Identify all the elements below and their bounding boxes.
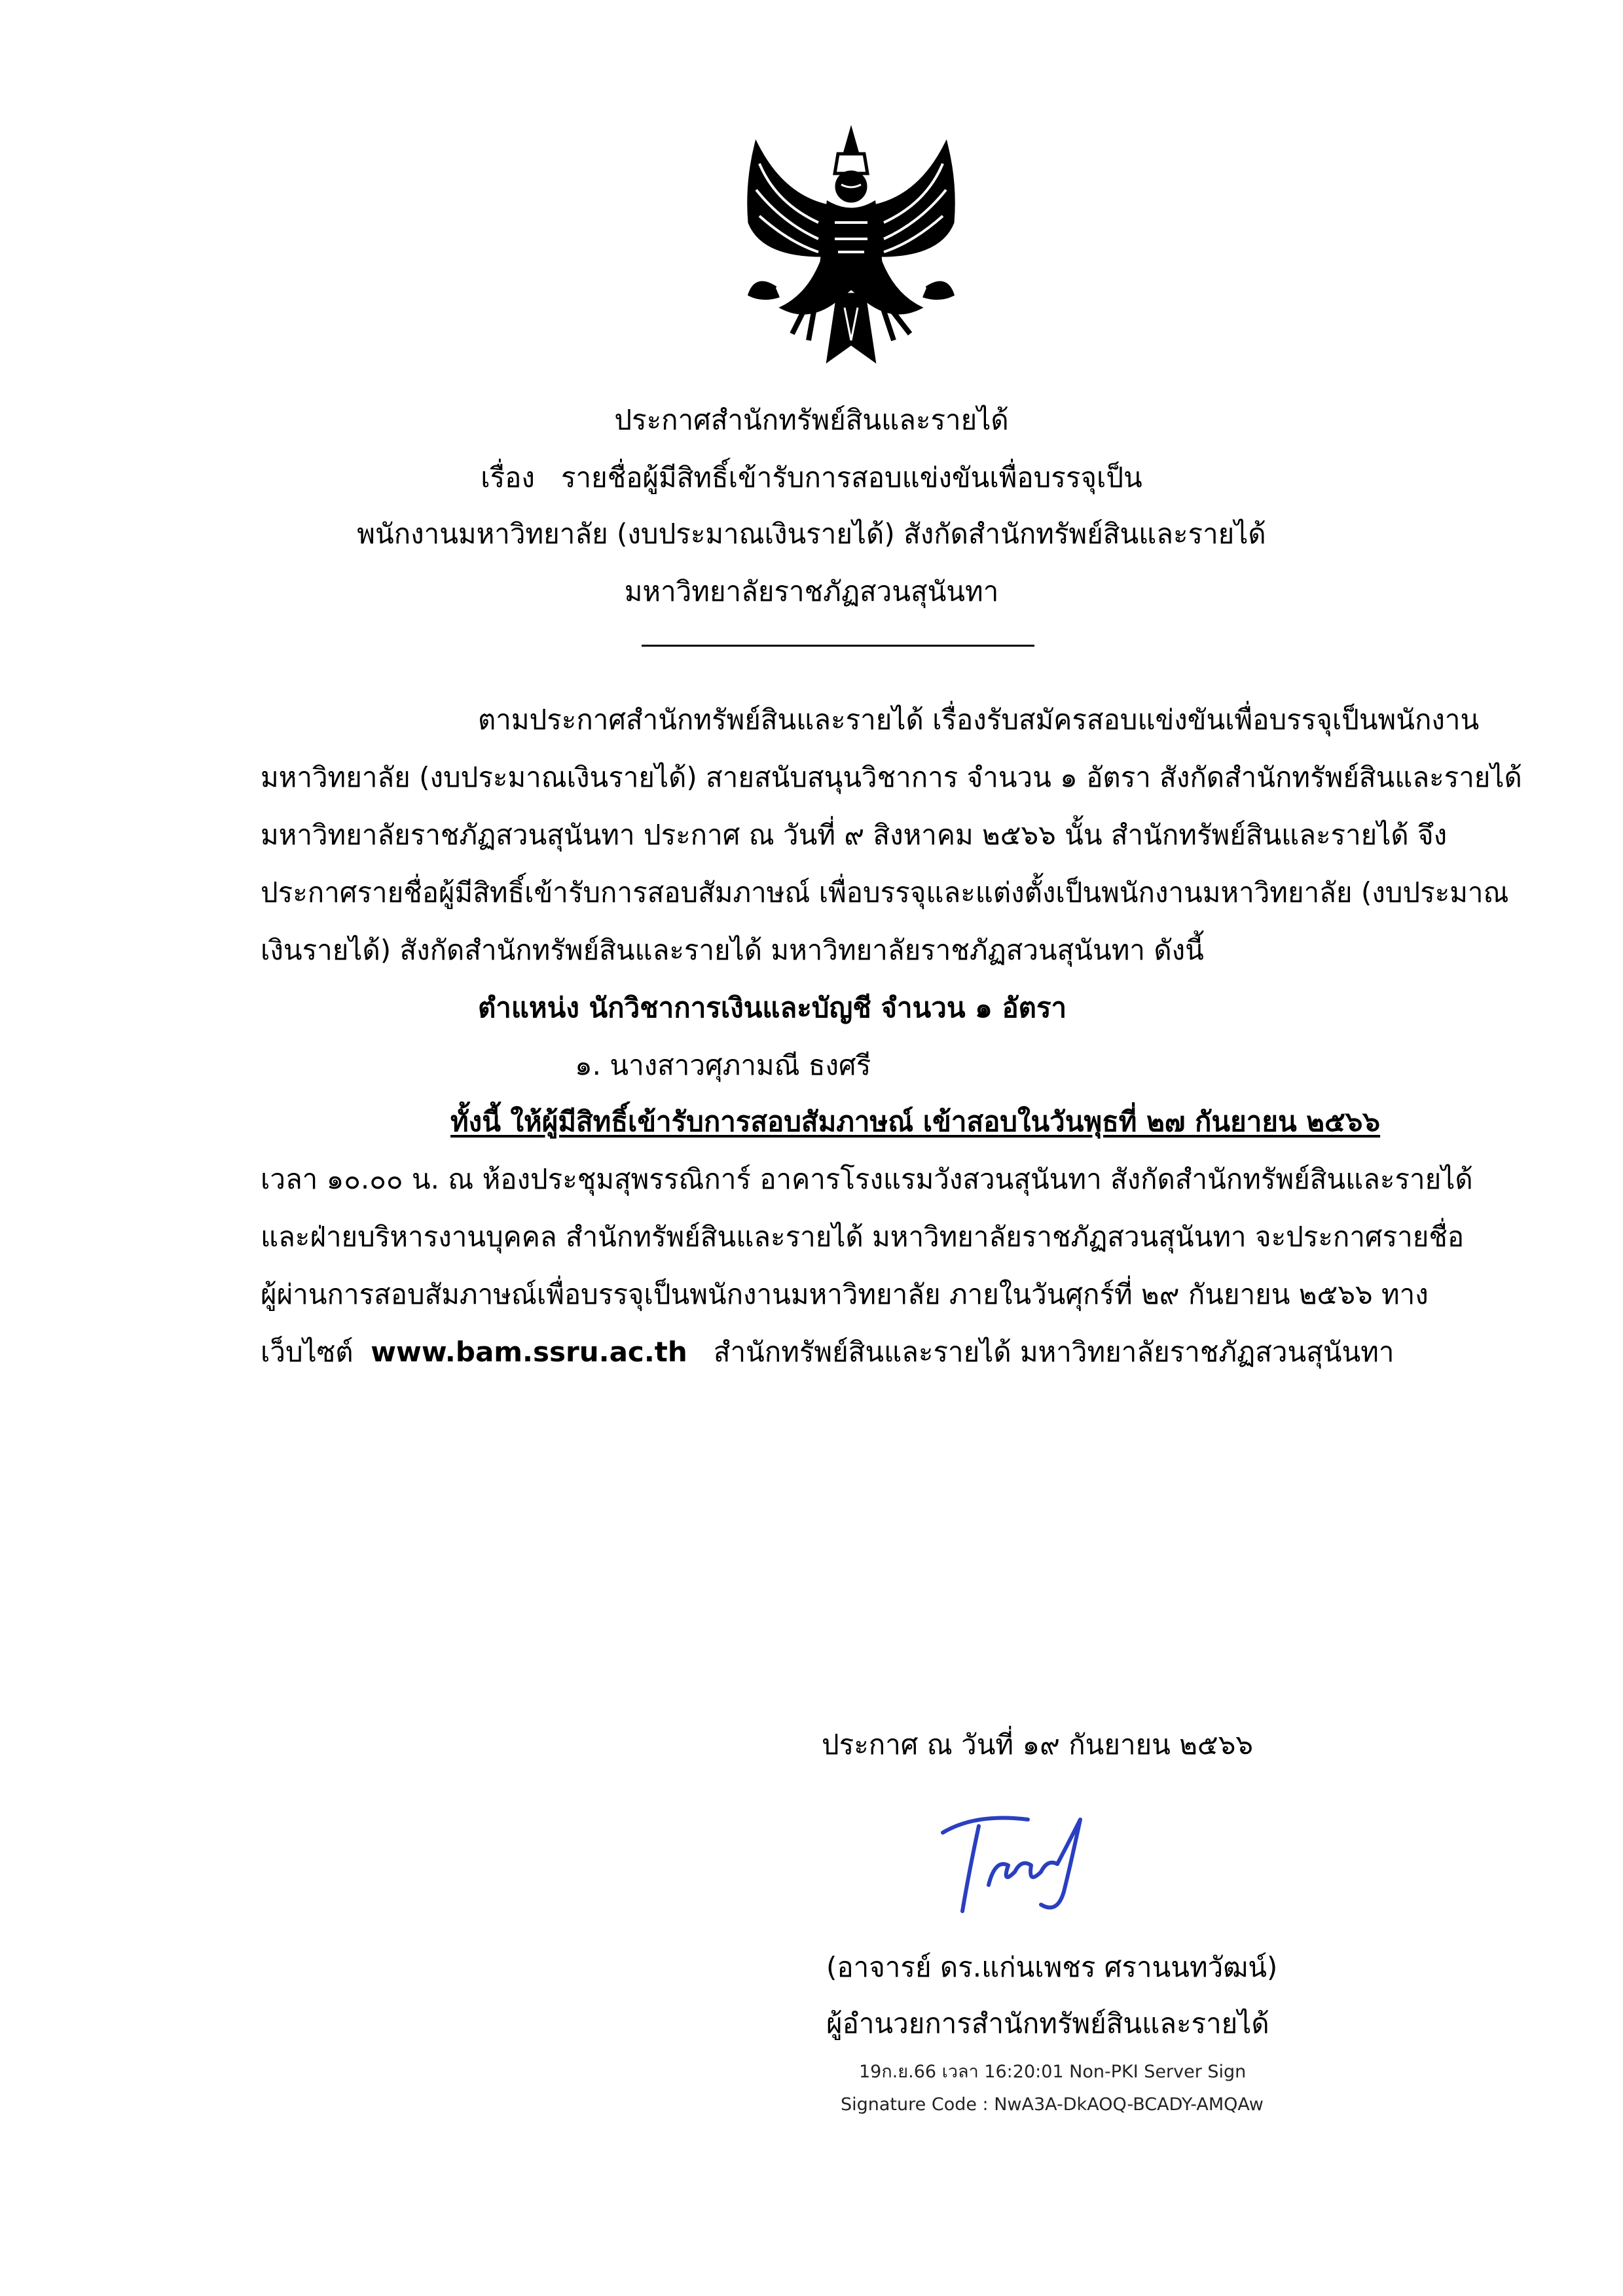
paragraph-2-line-2: และฝ่ายบริหารงานบุคคล สำนักทรัพย์สินและรายได้ มหาวิทยาลัยราชภัฏสวนสุนันทา จะประกาศรายชื่อ <box>261 1221 1465 1253</box>
subject-label: เรื่อง <box>481 461 535 493</box>
announce-date: ประกาศ ณ วันที่ ๑๙ กันยายน ๒๕๖๖ <box>822 1729 1254 1761</box>
sign-info: 19ก.ย.66 เวลา 16:20:01 Non-PKI Server Sign <box>859 2062 1247 2082</box>
announcement-title: ประกาศสำนักทรัพย์สินและรายได้ <box>614 404 1009 436</box>
subject-text-1: รายชื่อผู้มีสิทธิ์เข้ารับการสอบแข่งขันเพื่อบรรจุเป็น <box>560 461 1142 493</box>
exam-date-line: ทั้งนี้ ให้ผู้มีสิทธิ์เข้ารับการสอบสัมภาษณ์ เข้าสอบในวันพุธที่ ๒๗ กันยายน ๒๕๖๖ <box>450 1105 1381 1138</box>
garuda-emblem-graphic <box>730 124 972 373</box>
handwritten-signature <box>917 1793 1126 1924</box>
candidate-name: ๑. นางสาวศุภามณี ธงศรี <box>575 1049 871 1081</box>
signature-ink <box>917 1793 1126 1924</box>
subject-line-1 <box>0 458 1623 497</box>
signer-title: ผู้อำนวยการสำนักทรัพย์สินและรายได้ <box>826 2007 1269 2039</box>
signer-name: (อาจารย์ ดร.แก่นเพชร ศรานนทวัฒน์) <box>826 1951 1278 1983</box>
paragraph-1-line-2: มหาวิทยาลัย (งบประมาณเงินรายได้) สายสนับสนุนวิชาการ จำนวน ๑ อัตรา สังกัดสำนักทรัพย์สินและรายได้ <box>261 761 1522 793</box>
header-divider <box>642 645 1034 647</box>
paragraph-1-line-4: ประกาศรายชื่อผู้มีสิทธิ์เข้ารับการสอบสัมภาษณ์ เพื่อบรรจุและแต่งตั้งเป็นพนักงานมหาวิทยาลัย (งบประมาณ <box>261 876 1509 908</box>
signature-code: Signature Code : NwA3A-DkAOQ-BCADY-AMQAw <box>841 2094 1264 2115</box>
paragraph-2-line-1: เวลา ๑๐.๐๐ น. ณ ห้องประชุมสุพรรณิการ์ อาคารโรงแรมวังสวนสุนันทา สังกัดสำนักทรัพย์สินและรายได้ <box>261 1163 1473 1195</box>
paragraph-1-line-3: มหาวิทยาลัยราชภัฏสวนสุนันทา ประกาศ ณ วันที่ ๙ สิงหาคม ๒๕๖๖ นั้น สำนักทรัพย์สินและรายได้ จึง <box>261 819 1448 851</box>
garuda-emblem <box>730 124 972 373</box>
paragraph-1-line-1: ตามประกาศสำนักทรัพย์สินและรายได้ เรื่องรับสมัครสอบแข่งขันเพื่อบรรจุเป็นพนักงาน <box>478 704 1480 736</box>
position-heading: ตำแหน่ง นักวิชาการเงินและบัญชี จำนวน ๑ อัตรา <box>478 992 1067 1024</box>
website-line <box>261 1333 1395 1372</box>
website-prefix: เว็บไซต์ <box>261 1336 354 1368</box>
website-link[interactable]: www.bam.ssru.ac.th <box>371 1336 687 1368</box>
subject-line-2: พนักงานมหาวิทยาลัย (งบประมาณเงินรายได้) สังกัดสำนักทรัพย์สินและรายได้ <box>357 518 1266 550</box>
paragraph-2-line-3: ผู้ผ่านการสอบสัมภาษณ์เพื่อบรรจุเป็นพนักงานมหาวิทยาลัย ภายในวันศุกร์ที่ ๒๙ กันยายน ๒๕๖๖ ทาง <box>261 1278 1429 1310</box>
website-suffix: สำนักทรัพย์สินและรายได้ มหาวิทยาลัยราชภัฏสวนสุนันทา <box>713 1336 1395 1368</box>
subject-line-3: มหาวิทยาลัยราชภัฏสวนสุนันทา <box>624 575 999 607</box>
paragraph-1-line-5: เงินรายได้) สังกัดสำนักทรัพย์สินและรายได้ มหาวิทยาลัยราชภัฏสวนสุนันทา ดังนี้ <box>261 934 1204 966</box>
